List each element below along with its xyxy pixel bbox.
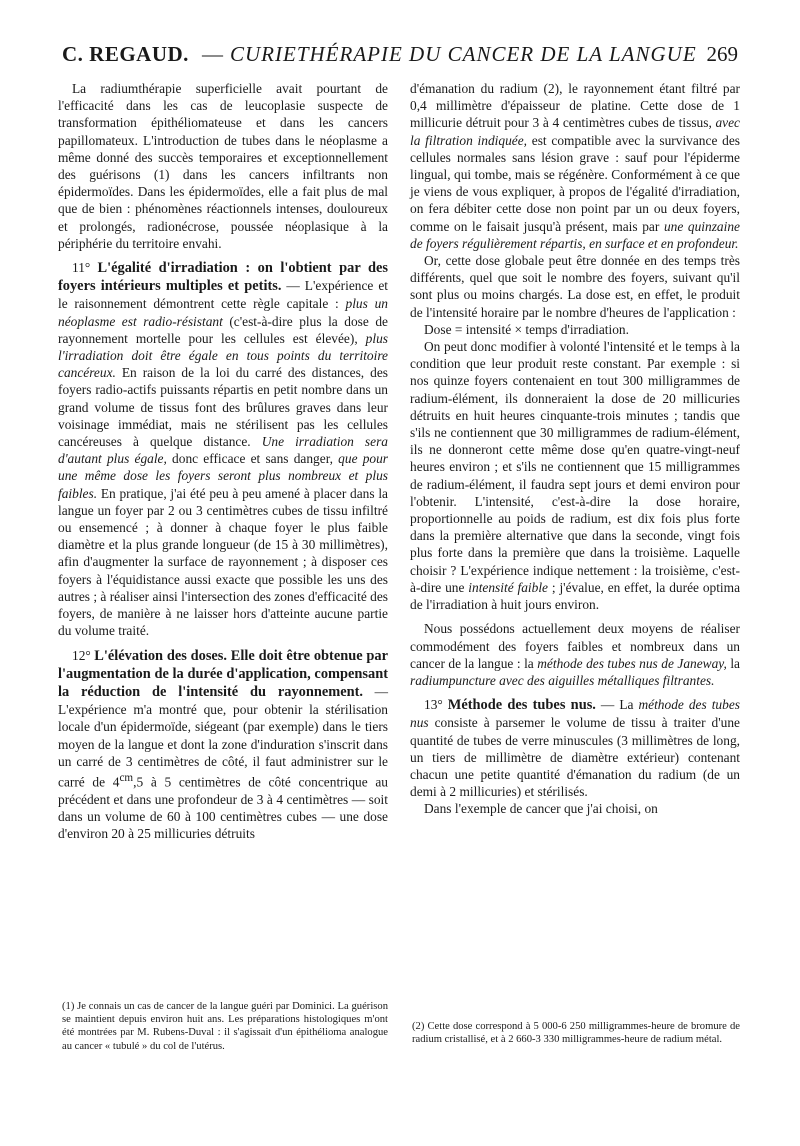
paragraph-emphasis: méthode des tubes nus de Janeway, [537,655,727,671]
running-head [62,42,738,72]
paragraph-text: ; j'évalue, en effet, la durée optima de l'irradiation à huit jours environ. [410,579,741,613]
paragraph-emphasis: une quinzaine de foyers régulièrement répartis, en surface et en profondeur. [410,218,740,251]
section-12-number: 12° [72,647,91,663]
paragraph-emphasis: avec la filtration indiquée, [410,115,740,148]
paragraph-text: On peut donc modifier à volonté l'intensité et le temps à la condition que leur produit reste constant. Par exemple : si nos quinze foyers contenaient en tout 300 milligrammes de radium-élément, ils donneraient la dose de 20 millicuries détruits en huit heures cinquante-trois minutes ; tandis que s'ils ne contiennent que 30 milligrammes de radium-élément, ils ne donneront cette même dose qu'en quatre-vingt-neuf heures environ ; et s'ils ne contiennent que 15 milligrammes de radium-élément, il faudra sept jours et demi environ pour l'obtenir. L'intensité, c'est-à-dire la dose horaire, proportionnelle au poids de radium, est dix fois plus forte dans la première alternative que dans la seconde, vingt fois plus forte dans la première que dans la troisième. Laquelle choisir ? L'expérience indique nettement : la troisième, c'est-à-dire une [410,339,740,595]
paragraph-moyens [410,620,740,689]
running-head-dash: — [202,42,223,66]
section-11-text-a: — L'expérience et le raisonnement démontrent cette règle capitale : [58,278,388,312]
section-11-emph-b: plus un néoplasme est radio-résistant [58,296,388,329]
section-11-text-e: En raison de la loi du carré des distances, des foyers radio-actifs puissants répartis en petit nombre dans un grand volume de tissus font des brûlures graves dans leur voisinage immédiat, mais ne stérilisent pas les cellules cancéreuses à quelque distance. [58,365,388,450]
paragraph-text: Dans l'exemple de cancer que j'ai choisi, on [424,801,658,817]
section-13 [410,696,740,800]
section-11 [58,259,388,639]
paragraph-emphasis: intensité faible [468,579,549,595]
section-12-heading: L'élévation des doses. Elle doit être obtenue par l'augmentation de la durée d'application, compensant la réduction de l'intensité du rayonnement. [58,647,388,700]
section-12-text-b: ,5 à 5 centimètres de côté concentrique au précédent et dans une profondeur de 3 à 4 centimètres — soit dans un volume de 60 à 100 centimètres cubes — une dose d'environ 20 à 25 millicuries détruits [58,774,389,841]
paragraph-text: Nous possédons actuellement deux moyens de réaliser commodément des foyers faibles et nombreux dans un cancer de la langue : la [410,621,740,671]
section-13-heading: Méthode des tubes nus. [447,697,596,714]
paragraph-dose-globale [410,252,740,321]
section-11-heading: L'égalité d'irradiation : on l'obtient par des foyers intérieurs multiples et petits. [58,260,388,295]
formula: Dose = intensité × temps d'irradiation. [424,321,629,337]
section-11-number: 11° [72,260,91,276]
left-column [58,80,388,842]
section-11-text-i: En pratique, j'ai été peu à peu amené à placer dans la langue un foyer par 2 ou 3 centimètres cubes de tissu infiltré ou ensemencé ; à donner à chaque foyer le plus faible diamètre et la plus grande longueur (de 15 à 30 millimètres), afin d'augmenter la surface de rayonnement ; à disposer ces foyers à l'équidistance aussi exacte que possible les uns des autres ; à réaliser ainsi l'intersection des zones d'efficacité des foyers, de manière à ne laisser hors d'atteinte aucune partie du volume traité. [58,485,388,639]
section-11-emph-f: Une irradiation sera d'autant plus égale, [58,434,388,467]
section-11-emph-h: que pour une même dose les foyers seront plus nombreux et plus faibles. [58,451,389,501]
paragraph-emphasis: radiumpuncture avec des aiguilles métalliques filtrantes. [410,672,715,688]
section-12-superscript: cm [119,771,134,784]
paragraph-dose [410,80,740,252]
paragraph-exemple [410,800,740,817]
paragraph-intensite [410,338,740,613]
section-11-emph-d: plus l'irradiation doit être égale en tous points du territoire cancéreux. [58,330,388,381]
section-12-text-a: — L'expérience m'a montré que, pour obtenir la stérilisation locale d'un épidermoïde, siégeant (par exemple) dans le tiers moyen de la langue et dont la zone d'induration s'inscrit dans un carré de 3 centimètres de côté, il faut administrer sur le carré de 4 [58,683,388,790]
running-head-author: C. REGAUD. [62,42,189,66]
section-13-text-a: — La [595,697,639,713]
section-12 [58,647,388,843]
footnote-1: (1) Je connais un cas de cancer de la langue guéri par Dominici. La guérison se maintient depuis environ huit ans. Les préparations histologiques m'ont été montrées par M. Rubens-Duval : il s'agissait d'un épithélioma analogue au cancer « tubulé » du col de l'utérus. [62,1001,388,1052]
section-13-text-c: consiste à parsemer le volume de tissu à traiter d'une quantité de tubes de verre minuscules (3 millimètres de long, un tiers de millimètre de diamètre extérieur) contenant chacun une petite quantité d'émanation du radium (de un demi à 2 millicuries) et stérilisés. [410,715,740,800]
section-13-number: 13° [424,697,443,713]
paragraph-text: est compatible avec la survivance des cellules normales sans lésion grave : sauf pour l'épiderme lingual, qui tombe, mais se régénère. Conformément à ce que je viens de vous expliquer, à propos de l'égalité d'irradiation, on fera débiter cette dose non point par un ou deux foyers, comme on le faisait jusqu'à présent, mais par [410,132,740,234]
paragraph-text: d'émanation du radium (2), le rayonnement étant filtré par 0,4 millimètre d'épaisseur de platine. Cette dose de 1 millicurie détruit pour 3 à 4 centimètres cubes de tissus, [410,81,740,131]
section-13-emph-b: méthode des tubes nus [410,697,740,731]
footnote-2: (2) Cette dose correspond à 5 000-6 250 milligrammes-heure de bromure de radium cristallisé, et à 2 660-3 330 milligrammes-heure de radium métal. [412,1021,740,1046]
paragraph-text: la [726,655,740,671]
section-11-text-c: (c'est-à-dire plus la dose de rayonnement mortelle pour les cellules est élevée), [58,313,388,346]
paragraph-text: La radiumthérapie superficielle avait pourtant de l'efficacité dans les cas de leucoplasie suspecte de transformation épithéliomateuse et dans les cancers papillomateux. L'introduction de tubes dans le néoplasme a même donné des succès temporaires et exceptionnellement des guérisons (1) dans les cancers infiltrants non épidermoïdes. Dans les épidermoïdes, elle a fait plus de mal que de bien : phénomènes réactionnels intenses, douloureux et prolongés, radionécrose, poussée néoplasique à la périphérie du territoire envahi. [58,81,388,251]
page-number: 269 [706,42,738,66]
paragraph-text: Or, cette dose globale peut être donnée en des temps très différents, quel que soit le nombre des foyers, suivant qu'il sont plus ou moins chargés. La dose est, en effet, le produit de l'intensité horaire par le nombre d'heures de l'application : [410,253,740,320]
running-head-title: CURIETHÉRAPIE DU CANCER DE LA LANGUE [230,42,697,66]
right-column [410,80,740,818]
section-11-text-g: donc efficace et sans danger, [166,451,339,467]
paragraph-radiumtherapie [58,80,388,252]
